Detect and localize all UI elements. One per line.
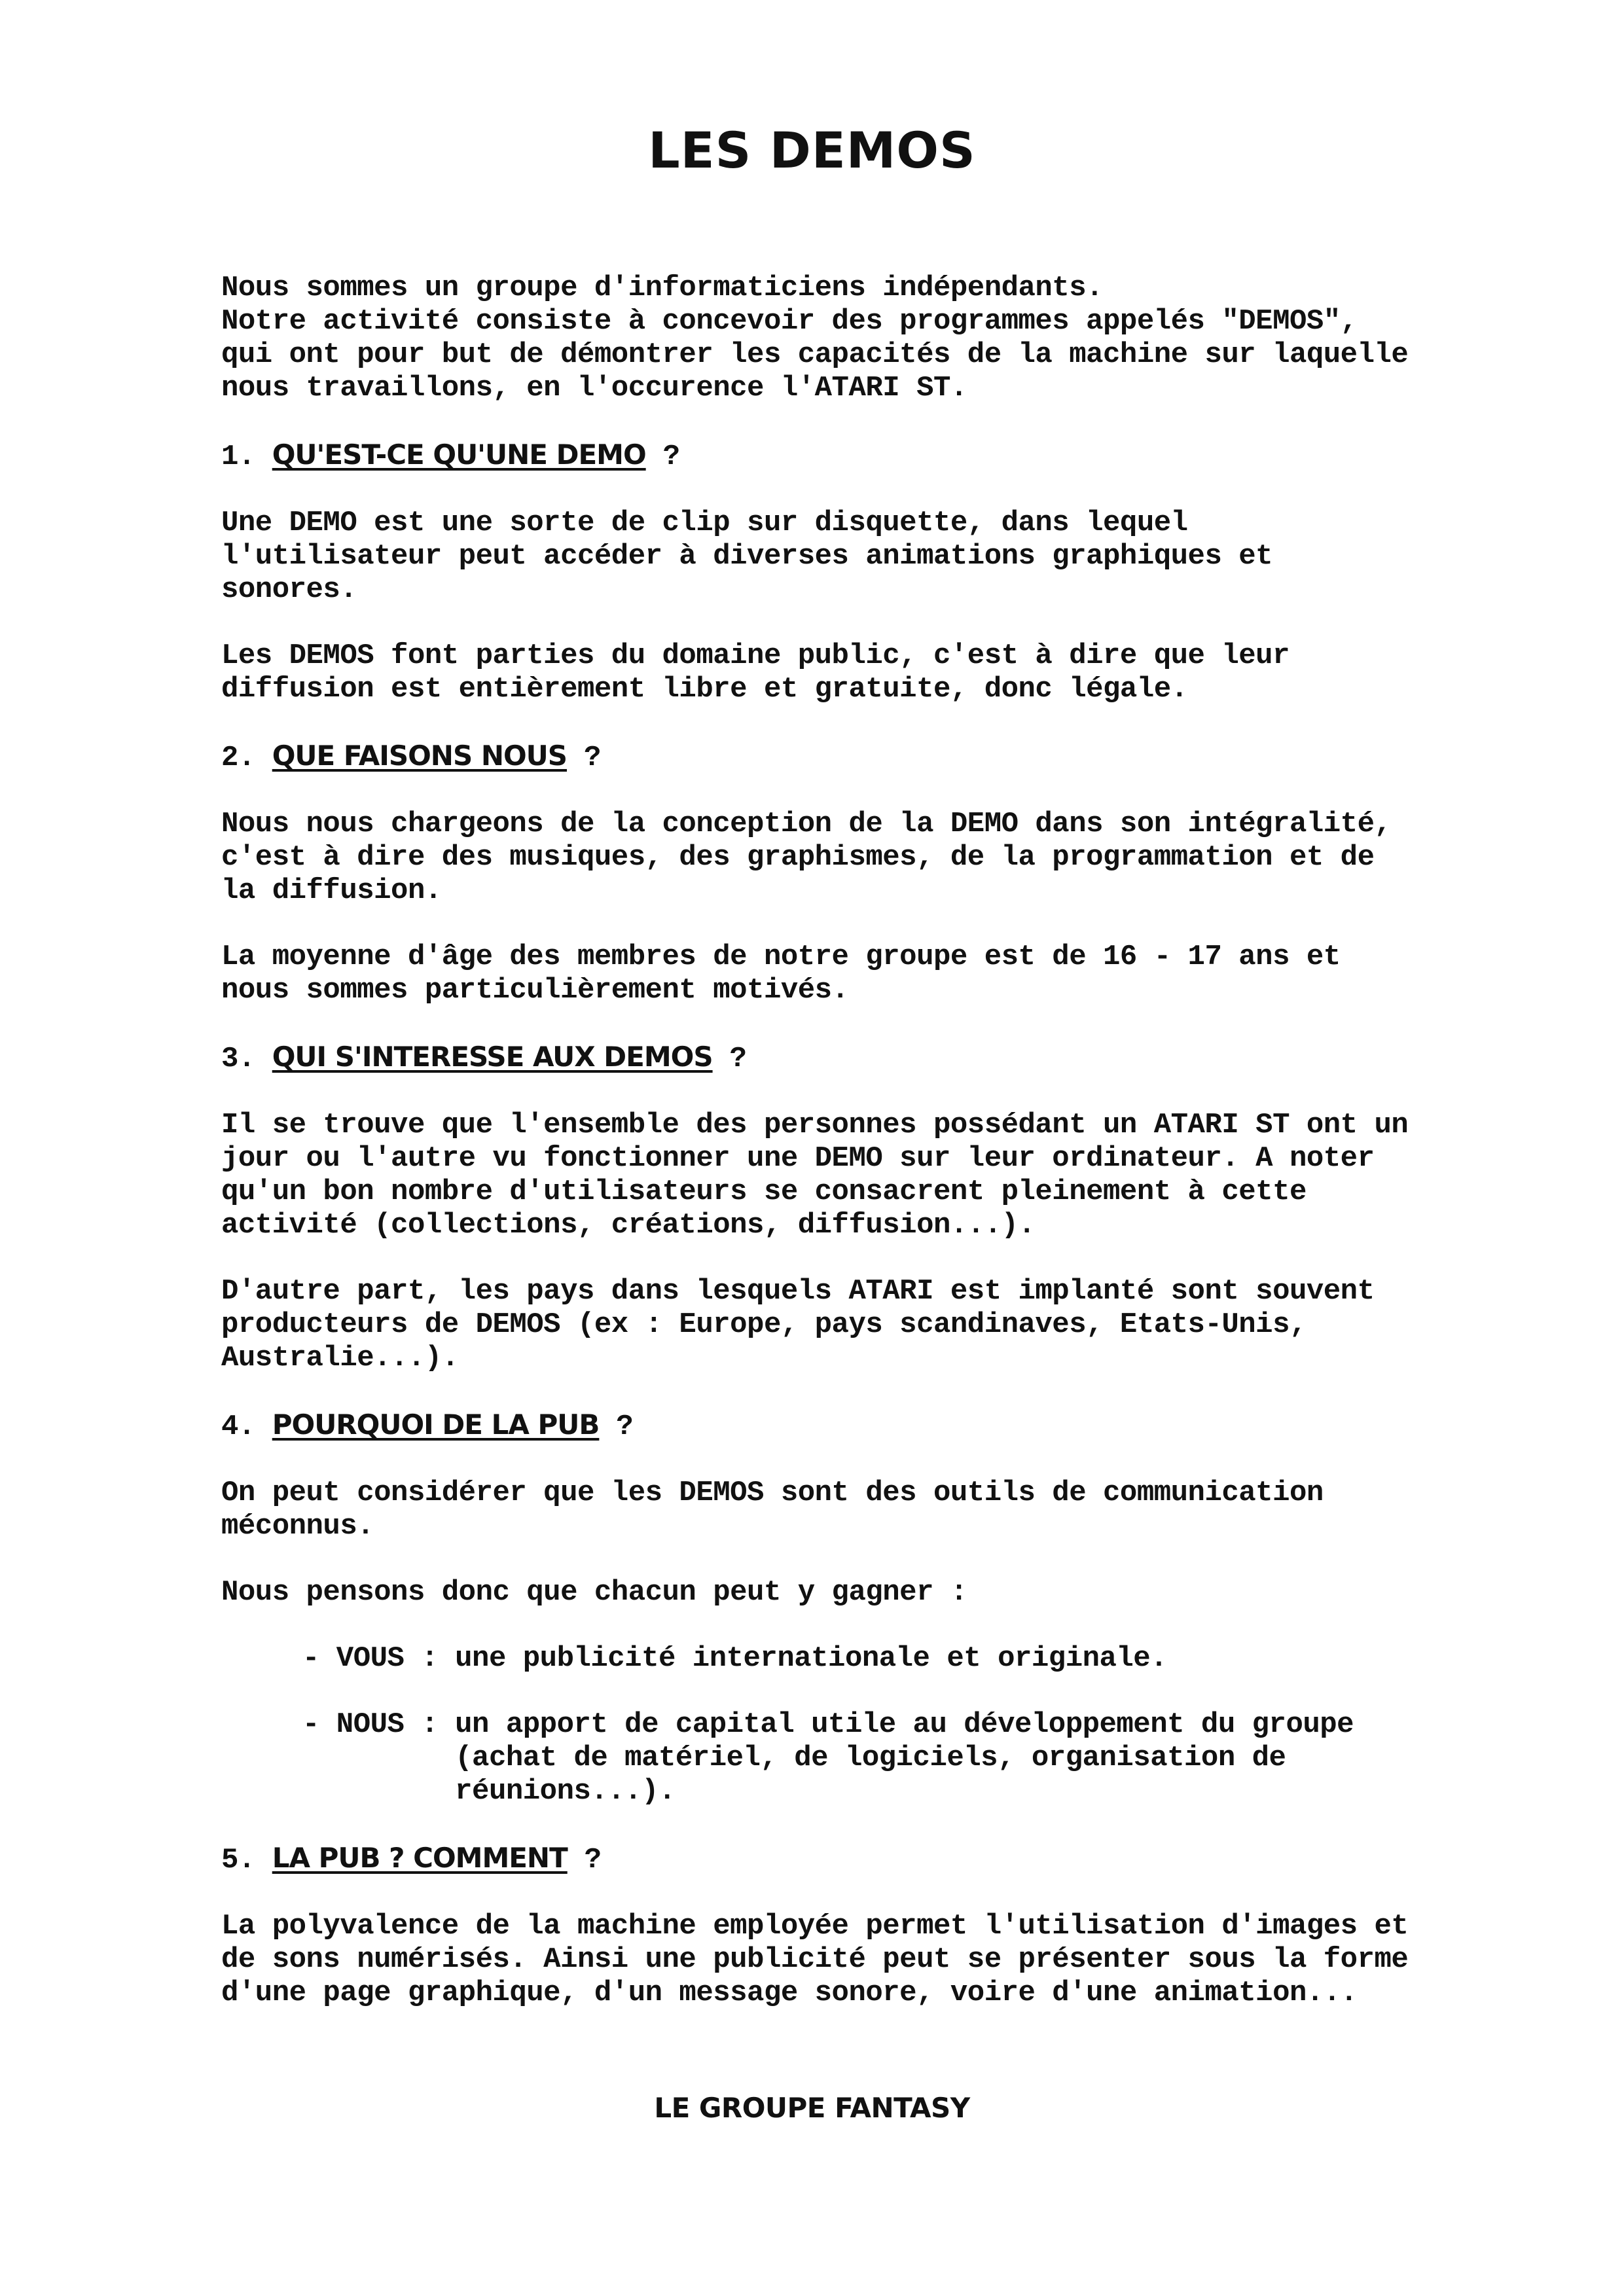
text-line: c'est à dire des musiques, des graphismes, de la programmation et de	[221, 841, 1375, 874]
text-line: la diffusion.	[221, 874, 442, 907]
section-heading-1	[221, 438, 1386, 474]
text-line: Australie...).	[221, 1342, 459, 1374]
list-item	[221, 1708, 1386, 1808]
paragraph	[221, 1109, 1409, 1242]
section-number: 3.	[221, 1043, 255, 1075]
text-line: d'une page graphique, d'un message sonore, voire d'une animation...	[221, 1977, 1358, 2009]
text-line: Nous pensons donc que chacun peut y gagner :	[221, 1576, 967, 1609]
text-line: producteurs de DEMOS (ex : Europe, pays scandinaves, Etats-Unis,	[221, 1308, 1307, 1341]
text-line: Les DEMOS font parties du domaine public, c'est à dire que leur	[221, 639, 1290, 672]
paragraph	[221, 1576, 1386, 1609]
page-title: LES DEMOS	[648, 121, 976, 179]
paragraph	[221, 639, 1386, 706]
text-line: méconnus.	[221, 1510, 374, 1543]
paragraph	[221, 808, 1392, 908]
section-heading-5	[221, 1841, 1386, 1877]
text-line: On peut considérer que les DEMOS sont des outils de communication	[221, 1477, 1324, 1509]
text-line: (achat de matériel, de logiciels, organisation de	[302, 1742, 1286, 1774]
text-line: de sons numérisés. Ainsi une publicité peut se présenter sous la forme	[221, 1943, 1409, 1976]
text-line: Notre activité consiste à concevoir des programmes appelés "DEMOS",	[221, 305, 1358, 338]
section-title: QUE FAISONS NOUS	[272, 740, 568, 772]
section-number: 4.	[221, 1410, 255, 1443]
section-qmark: ?	[729, 1043, 747, 1075]
text-line: La moyenne d'âge des membres de notre groupe est de 16 - 17 ans et	[221, 941, 1341, 973]
list-item	[221, 1642, 1386, 1676]
text-line: réunions...).	[302, 1775, 676, 1808]
section-number: 2.	[221, 742, 255, 774]
section-title: POURQUOI DE LA PUB	[272, 1408, 600, 1441]
section-title: QUI S'INTERESSE AUX DEMOS	[272, 1041, 713, 1073]
text-line: - NOUS : un apport de capital utile au développement du groupe	[302, 1708, 1354, 1741]
signature-footer: LE GROUPE FANTASY	[654, 2092, 970, 2124]
text-line: nous travaillons, en l'occurence l'ATARI ST.	[221, 372, 967, 404]
text-line: La polyvalence de la machine employée permet l'utilisation d'images et	[221, 1910, 1409, 1943]
text-line: jour ou l'autre vu fonctionner une DEMO sur leur ordinateur. A noter	[221, 1142, 1375, 1175]
text-line: qu'un bon nombre d'utilisateurs se consacrent pleinement à cette	[221, 1175, 1307, 1208]
section-qmark: ?	[583, 742, 601, 774]
text-line: nous sommes particulièrement motivés.	[221, 974, 849, 1007]
text-line: Il se trouve que l'ensemble des personnes possédant un ATARI ST ont un	[221, 1109, 1409, 1141]
section-title: LA PUB ? COMMENT	[272, 1842, 568, 1874]
text-line: sonores.	[221, 573, 357, 606]
text-line: Nous sommes un groupe d'informaticiens indépendants.	[221, 272, 1104, 304]
paragraph	[221, 507, 1386, 607]
section-heading-4	[221, 1408, 1386, 1444]
section-number: 5.	[221, 1844, 255, 1876]
intro-paragraph	[221, 272, 1409, 405]
section-title: QU'EST-CE QU'UNE DEMO	[272, 439, 646, 471]
text-line: l'utilisateur peut accéder à diverses animations graphiques et	[221, 540, 1273, 573]
text-line: Une DEMO est une sorte de clip sur disquette, dans lequel	[221, 507, 1188, 539]
section-heading-2	[221, 739, 1386, 775]
section-heading-3	[221, 1040, 1386, 1076]
text-line: diffusion est entièrement libre et gratuite, donc légale.	[221, 673, 1188, 706]
section-number: 1.	[221, 440, 255, 473]
text-line: qui ont pour but de démontrer les capacités de la machine sur laquelle	[221, 338, 1409, 371]
text-line: D'autre part, les pays dans lesquels ATARI est implanté sont souvent	[221, 1275, 1375, 1308]
paragraph	[221, 1275, 1386, 1375]
text-line: - VOUS : une publicité internationale et originale.	[302, 1642, 1168, 1675]
paragraph	[221, 1477, 1386, 1543]
paragraph	[221, 1910, 1409, 2010]
document-body	[221, 272, 1409, 2043]
text-line: Nous nous chargeons de la conception de la DEMO dans son intégralité,	[221, 808, 1392, 840]
section-qmark: ?	[616, 1410, 634, 1443]
section-qmark: ?	[584, 1844, 602, 1876]
paragraph	[221, 941, 1386, 1007]
section-qmark: ?	[662, 440, 680, 473]
text-line: activité (collections, créations, diffusion...).	[221, 1209, 1036, 1242]
